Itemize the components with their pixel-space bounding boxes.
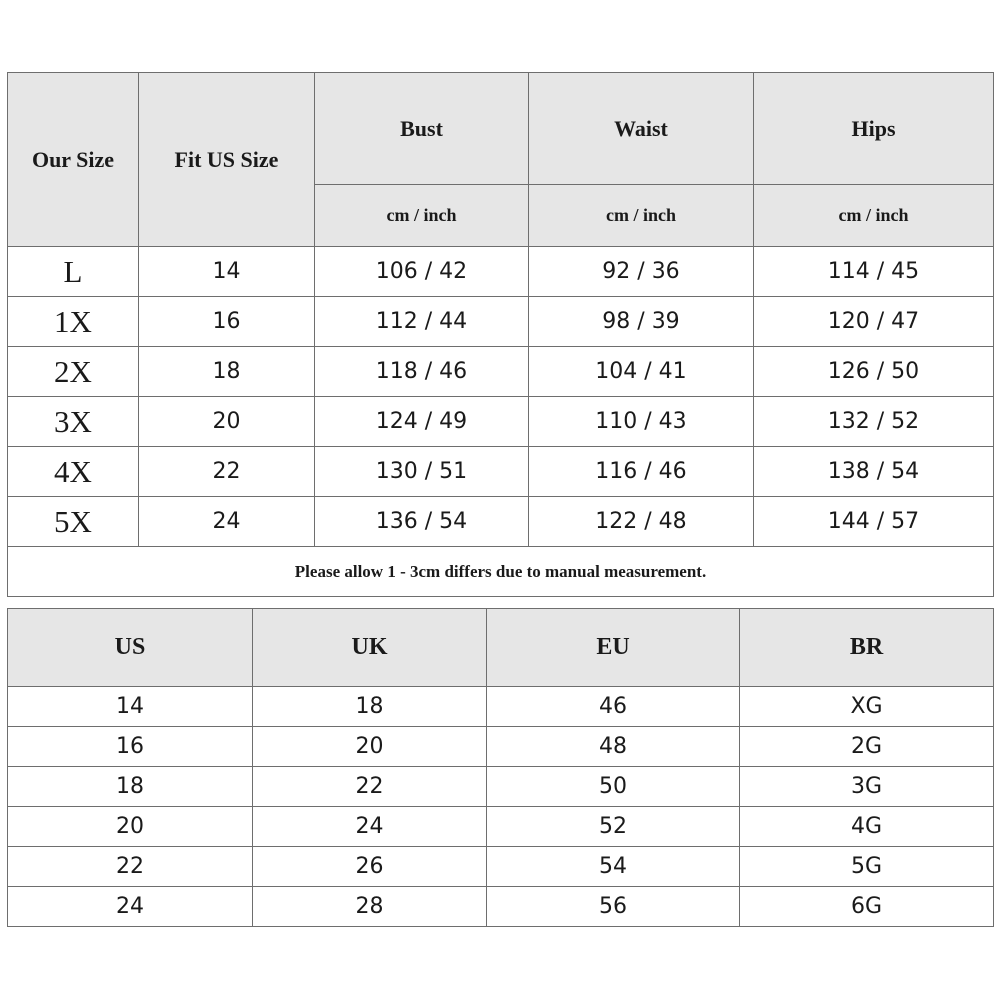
fit-us-size-cell: 18 xyxy=(139,347,315,397)
fit-us-size-cell: 24 xyxy=(139,497,315,547)
fit-us-size-cell: 22 xyxy=(139,447,315,497)
header-hips: Hips xyxy=(754,73,994,185)
measurement-note: Please allow 1 - 3cm differs due to manual measurement. xyxy=(8,547,994,597)
uk-cell: 18 xyxy=(253,687,487,727)
table-row xyxy=(8,397,994,447)
fit-us-size-cell: 14 xyxy=(139,247,315,297)
br-cell: 2G xyxy=(740,727,994,767)
note-row xyxy=(8,547,994,597)
table-row xyxy=(8,727,994,767)
eu-cell: 54 xyxy=(487,847,740,887)
waist-cell: 98 / 39 xyxy=(529,297,754,347)
our-size-cell: 2X xyxy=(8,347,139,397)
our-size-cell: 3X xyxy=(8,397,139,447)
br-cell: 5G xyxy=(740,847,994,887)
waist-cell: 104 / 41 xyxy=(529,347,754,397)
table-row xyxy=(8,447,994,497)
bust-cell: 130 / 51 xyxy=(315,447,529,497)
header-bust: Bust xyxy=(315,73,529,185)
hips-cell: 144 / 57 xyxy=(754,497,994,547)
table-row xyxy=(8,497,994,547)
us-cell: 14 xyxy=(8,687,253,727)
bust-cell: 106 / 42 xyxy=(315,247,529,297)
hips-cell: 120 / 47 xyxy=(754,297,994,347)
our-size-cell: L xyxy=(8,247,139,297)
hips-cell: 126 / 50 xyxy=(754,347,994,397)
uk-cell: 28 xyxy=(253,887,487,927)
eu-cell: 52 xyxy=(487,807,740,847)
us-cell: 24 xyxy=(8,887,253,927)
table-row xyxy=(8,767,994,807)
uk-cell: 20 xyxy=(253,727,487,767)
bust-cell: 112 / 44 xyxy=(315,297,529,347)
table-row xyxy=(8,347,994,397)
waist-cell: 116 / 46 xyxy=(529,447,754,497)
uk-cell: 24 xyxy=(253,807,487,847)
us-cell: 22 xyxy=(8,847,253,887)
header-us: US xyxy=(8,609,253,687)
bust-cell: 118 / 46 xyxy=(315,347,529,397)
fit-us-size-cell: 16 xyxy=(139,297,315,347)
waist-cell: 110 / 43 xyxy=(529,397,754,447)
eu-cell: 46 xyxy=(487,687,740,727)
fit-us-size-cell: 20 xyxy=(139,397,315,447)
our-size-cell: 1X xyxy=(8,297,139,347)
bust-cell: 124 / 49 xyxy=(315,397,529,447)
hips-cell: 138 / 54 xyxy=(754,447,994,497)
bust-cell: 136 / 54 xyxy=(315,497,529,547)
waist-cell: 122 / 48 xyxy=(529,497,754,547)
us-cell: 18 xyxy=(8,767,253,807)
waist-cell: 92 / 36 xyxy=(529,247,754,297)
eu-cell: 48 xyxy=(487,727,740,767)
uk-cell: 22 xyxy=(253,767,487,807)
table-row xyxy=(8,297,994,347)
header-waist: Waist xyxy=(529,73,754,185)
header-bust-unit: cm / inch xyxy=(315,185,529,247)
header-our-size: Our Size xyxy=(8,73,139,247)
br-cell: 4G xyxy=(740,807,994,847)
header-waist-unit: cm / inch xyxy=(529,185,754,247)
table-row xyxy=(8,687,994,727)
eu-cell: 50 xyxy=(487,767,740,807)
our-size-cell: 4X xyxy=(8,447,139,497)
hips-cell: 132 / 52 xyxy=(754,397,994,447)
header-br: BR xyxy=(740,609,994,687)
header-hips-unit: cm / inch xyxy=(754,185,994,247)
hips-cell: 114 / 45 xyxy=(754,247,994,297)
header-uk: UK xyxy=(253,609,487,687)
table-row xyxy=(8,247,994,297)
header-fit-us-size: Fit US Size xyxy=(139,73,315,247)
table-row xyxy=(8,847,994,887)
us-cell: 20 xyxy=(8,807,253,847)
uk-cell: 26 xyxy=(253,847,487,887)
table-row xyxy=(8,807,994,847)
us-cell: 16 xyxy=(8,727,253,767)
our-size-cell: 5X xyxy=(8,497,139,547)
eu-cell: 56 xyxy=(487,887,740,927)
size-conversion-table xyxy=(7,608,994,927)
br-cell: 3G xyxy=(740,767,994,807)
header-eu: EU xyxy=(487,609,740,687)
table-row xyxy=(8,887,994,927)
br-cell: 6G xyxy=(740,887,994,927)
size-chart-table xyxy=(7,72,994,597)
br-cell: XG xyxy=(740,687,994,727)
